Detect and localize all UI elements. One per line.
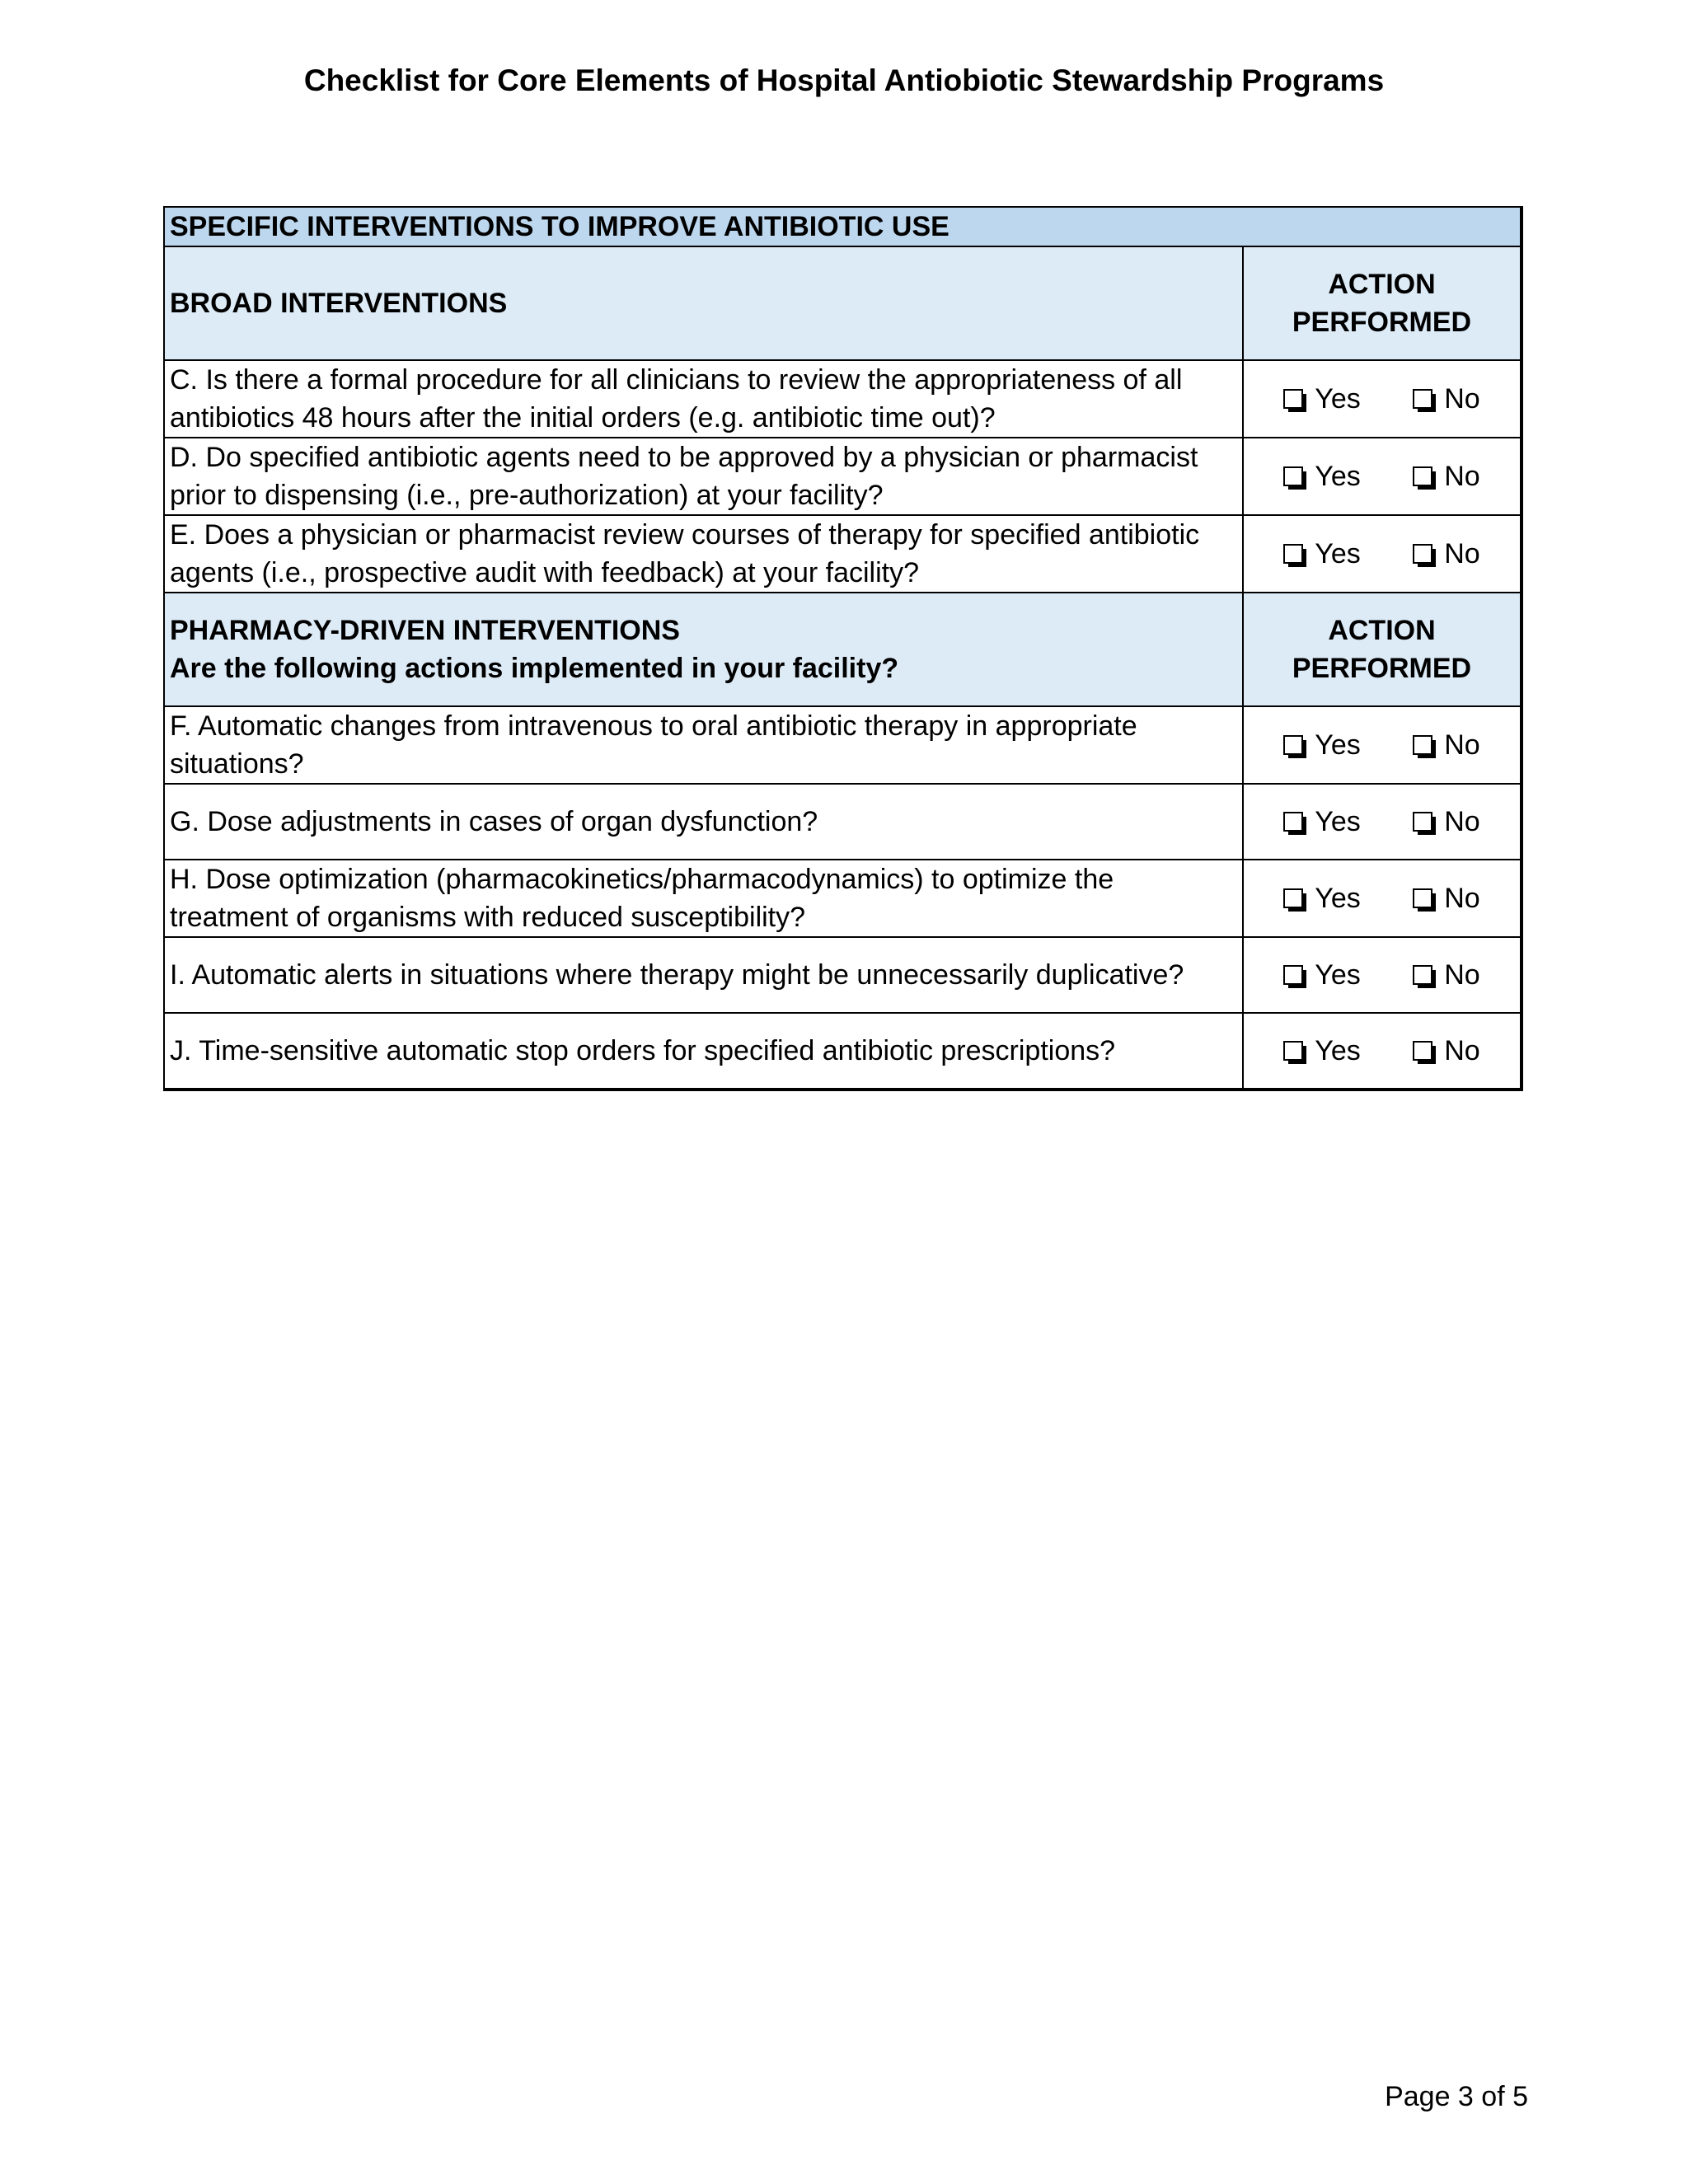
question-text: E. Does a physician or pharmacist review courses of therapy for specified antibiotic agents (i.e., prospective audit with feedback) at your facility?: [164, 515, 1243, 593]
answer-options: [1243, 860, 1522, 937]
answer-options: [1243, 515, 1522, 593]
question-text: H. Dose optimization (pharmacokinetics/pharmacodynamics) to optimize the treatment of organisms with reduced susceptibility?: [164, 860, 1243, 937]
pharmacy-interventions-header-row: [164, 593, 1522, 706]
no-label: No: [1444, 729, 1480, 761]
no-checkbox[interactable]: [1413, 726, 1479, 764]
question-row-h: [164, 860, 1522, 937]
action-header-line1: ACTION: [1328, 269, 1436, 300]
pharmacy-interventions-heading: [164, 593, 1243, 706]
question-row-i: [164, 937, 1522, 1013]
checkbox-icon: [1413, 466, 1432, 486]
section-banner-row: [164, 207, 1522, 246]
checkbox-icon: [1413, 735, 1432, 755]
checkbox-icon: [1283, 466, 1303, 486]
no-label: No: [1444, 806, 1480, 837]
checkbox-icon: [1413, 965, 1432, 985]
checkbox-icon: [1283, 888, 1303, 908]
checkbox-icon: [1413, 1041, 1432, 1061]
checkbox-icon: [1413, 389, 1432, 409]
no-label: No: [1444, 883, 1480, 914]
checkbox-icon: [1413, 812, 1432, 832]
action-header-line2: PERFORMED: [1292, 653, 1472, 684]
yes-checkbox[interactable]: [1283, 457, 1360, 495]
answer-options: [1243, 1013, 1522, 1090]
question-text: G. Dose adjustments in cases of organ dysfunction?: [164, 784, 1243, 860]
broad-interventions-heading: BROAD INTERVENTIONS: [164, 246, 1243, 360]
question-row-c: [164, 360, 1522, 438]
broad-interventions-header-row: [164, 246, 1522, 360]
question-text: F. Automatic changes from intravenous to oral antibiotic therapy in appropriate situations?: [164, 706, 1243, 784]
yes-label: Yes: [1315, 383, 1361, 415]
yes-checkbox[interactable]: [1283, 726, 1360, 764]
yes-checkbox[interactable]: [1283, 535, 1360, 573]
yes-label: Yes: [1315, 538, 1361, 569]
checkbox-icon: [1283, 1041, 1303, 1061]
page-title: Checklist for Core Elements of Hospital Antiobiotic Stewardship Programs: [303, 63, 1385, 97]
no-checkbox[interactable]: [1413, 803, 1479, 841]
no-label: No: [1444, 383, 1480, 415]
no-label: No: [1444, 1035, 1480, 1066]
no-checkbox[interactable]: [1413, 380, 1479, 418]
answer-options: [1243, 706, 1522, 784]
no-checkbox[interactable]: [1413, 879, 1479, 917]
yes-checkbox[interactable]: [1283, 803, 1360, 841]
question-text: D. Do specified antibiotic agents need to be approved by a physician or pharmacist prior to dispensing (i.e., pre-authorization) at your facility?: [164, 438, 1243, 515]
no-checkbox[interactable]: [1413, 1032, 1479, 1070]
yes-checkbox[interactable]: [1283, 1032, 1360, 1070]
yes-label: Yes: [1315, 1035, 1361, 1066]
yes-label: Yes: [1315, 461, 1361, 492]
answer-options: [1243, 360, 1522, 438]
question-row-j: [164, 1013, 1522, 1090]
checkbox-icon: [1283, 735, 1303, 755]
no-checkbox[interactable]: [1413, 457, 1479, 495]
yes-checkbox[interactable]: [1283, 956, 1360, 994]
question-text: J. Time-sensitive automatic stop orders for specified antibiotic prescriptions?: [164, 1013, 1243, 1090]
question-row-e: [164, 515, 1522, 593]
pharmacy-heading-line1: PHARMACY-DRIVEN INTERVENTIONS: [170, 615, 680, 646]
answer-options: [1243, 438, 1522, 515]
question-row-f: [164, 706, 1522, 784]
no-label: No: [1444, 538, 1480, 569]
action-header-line1: ACTION: [1328, 615, 1436, 646]
page-number: Page 3 of 5: [1385, 2081, 1528, 2112]
no-checkbox[interactable]: [1413, 956, 1479, 994]
checkbox-icon: [1413, 544, 1432, 564]
interventions-checklist-table: [163, 206, 1523, 1091]
checkbox-icon: [1413, 888, 1432, 908]
action-header-line2: PERFORMED: [1292, 307, 1472, 338]
yes-checkbox[interactable]: [1283, 879, 1360, 917]
no-checkbox[interactable]: [1413, 535, 1479, 573]
question-text: I. Automatic alerts in situations where therapy might be unnecessarily duplicative?: [164, 937, 1243, 1013]
pharmacy-heading-line2: Are the following actions implemented in your facility?: [170, 653, 899, 684]
no-label: No: [1444, 959, 1480, 991]
checkbox-icon: [1283, 965, 1303, 985]
no-label: No: [1444, 461, 1480, 492]
yes-label: Yes: [1315, 959, 1361, 991]
answer-options: [1243, 937, 1522, 1013]
yes-checkbox[interactable]: [1283, 380, 1360, 418]
yes-label: Yes: [1315, 729, 1361, 761]
question-text: C. Is there a formal procedure for all clinicians to review the appropriateness of all antibiotics 48 hours after the initial orders (e.g. antibiotic time out)?: [164, 360, 1243, 438]
answer-options: [1243, 784, 1522, 860]
checkbox-icon: [1283, 389, 1303, 409]
checkbox-icon: [1283, 812, 1303, 832]
question-row-d: [164, 438, 1522, 515]
section-title: SPECIFIC INTERVENTIONS TO IMPROVE ANTIBIOTIC USE: [164, 207, 1522, 246]
action-performed-header: [1243, 246, 1522, 360]
yes-label: Yes: [1315, 806, 1361, 837]
action-performed-header: [1243, 593, 1522, 706]
checkbox-icon: [1283, 544, 1303, 564]
question-row-g: [164, 784, 1522, 860]
yes-label: Yes: [1315, 883, 1361, 914]
